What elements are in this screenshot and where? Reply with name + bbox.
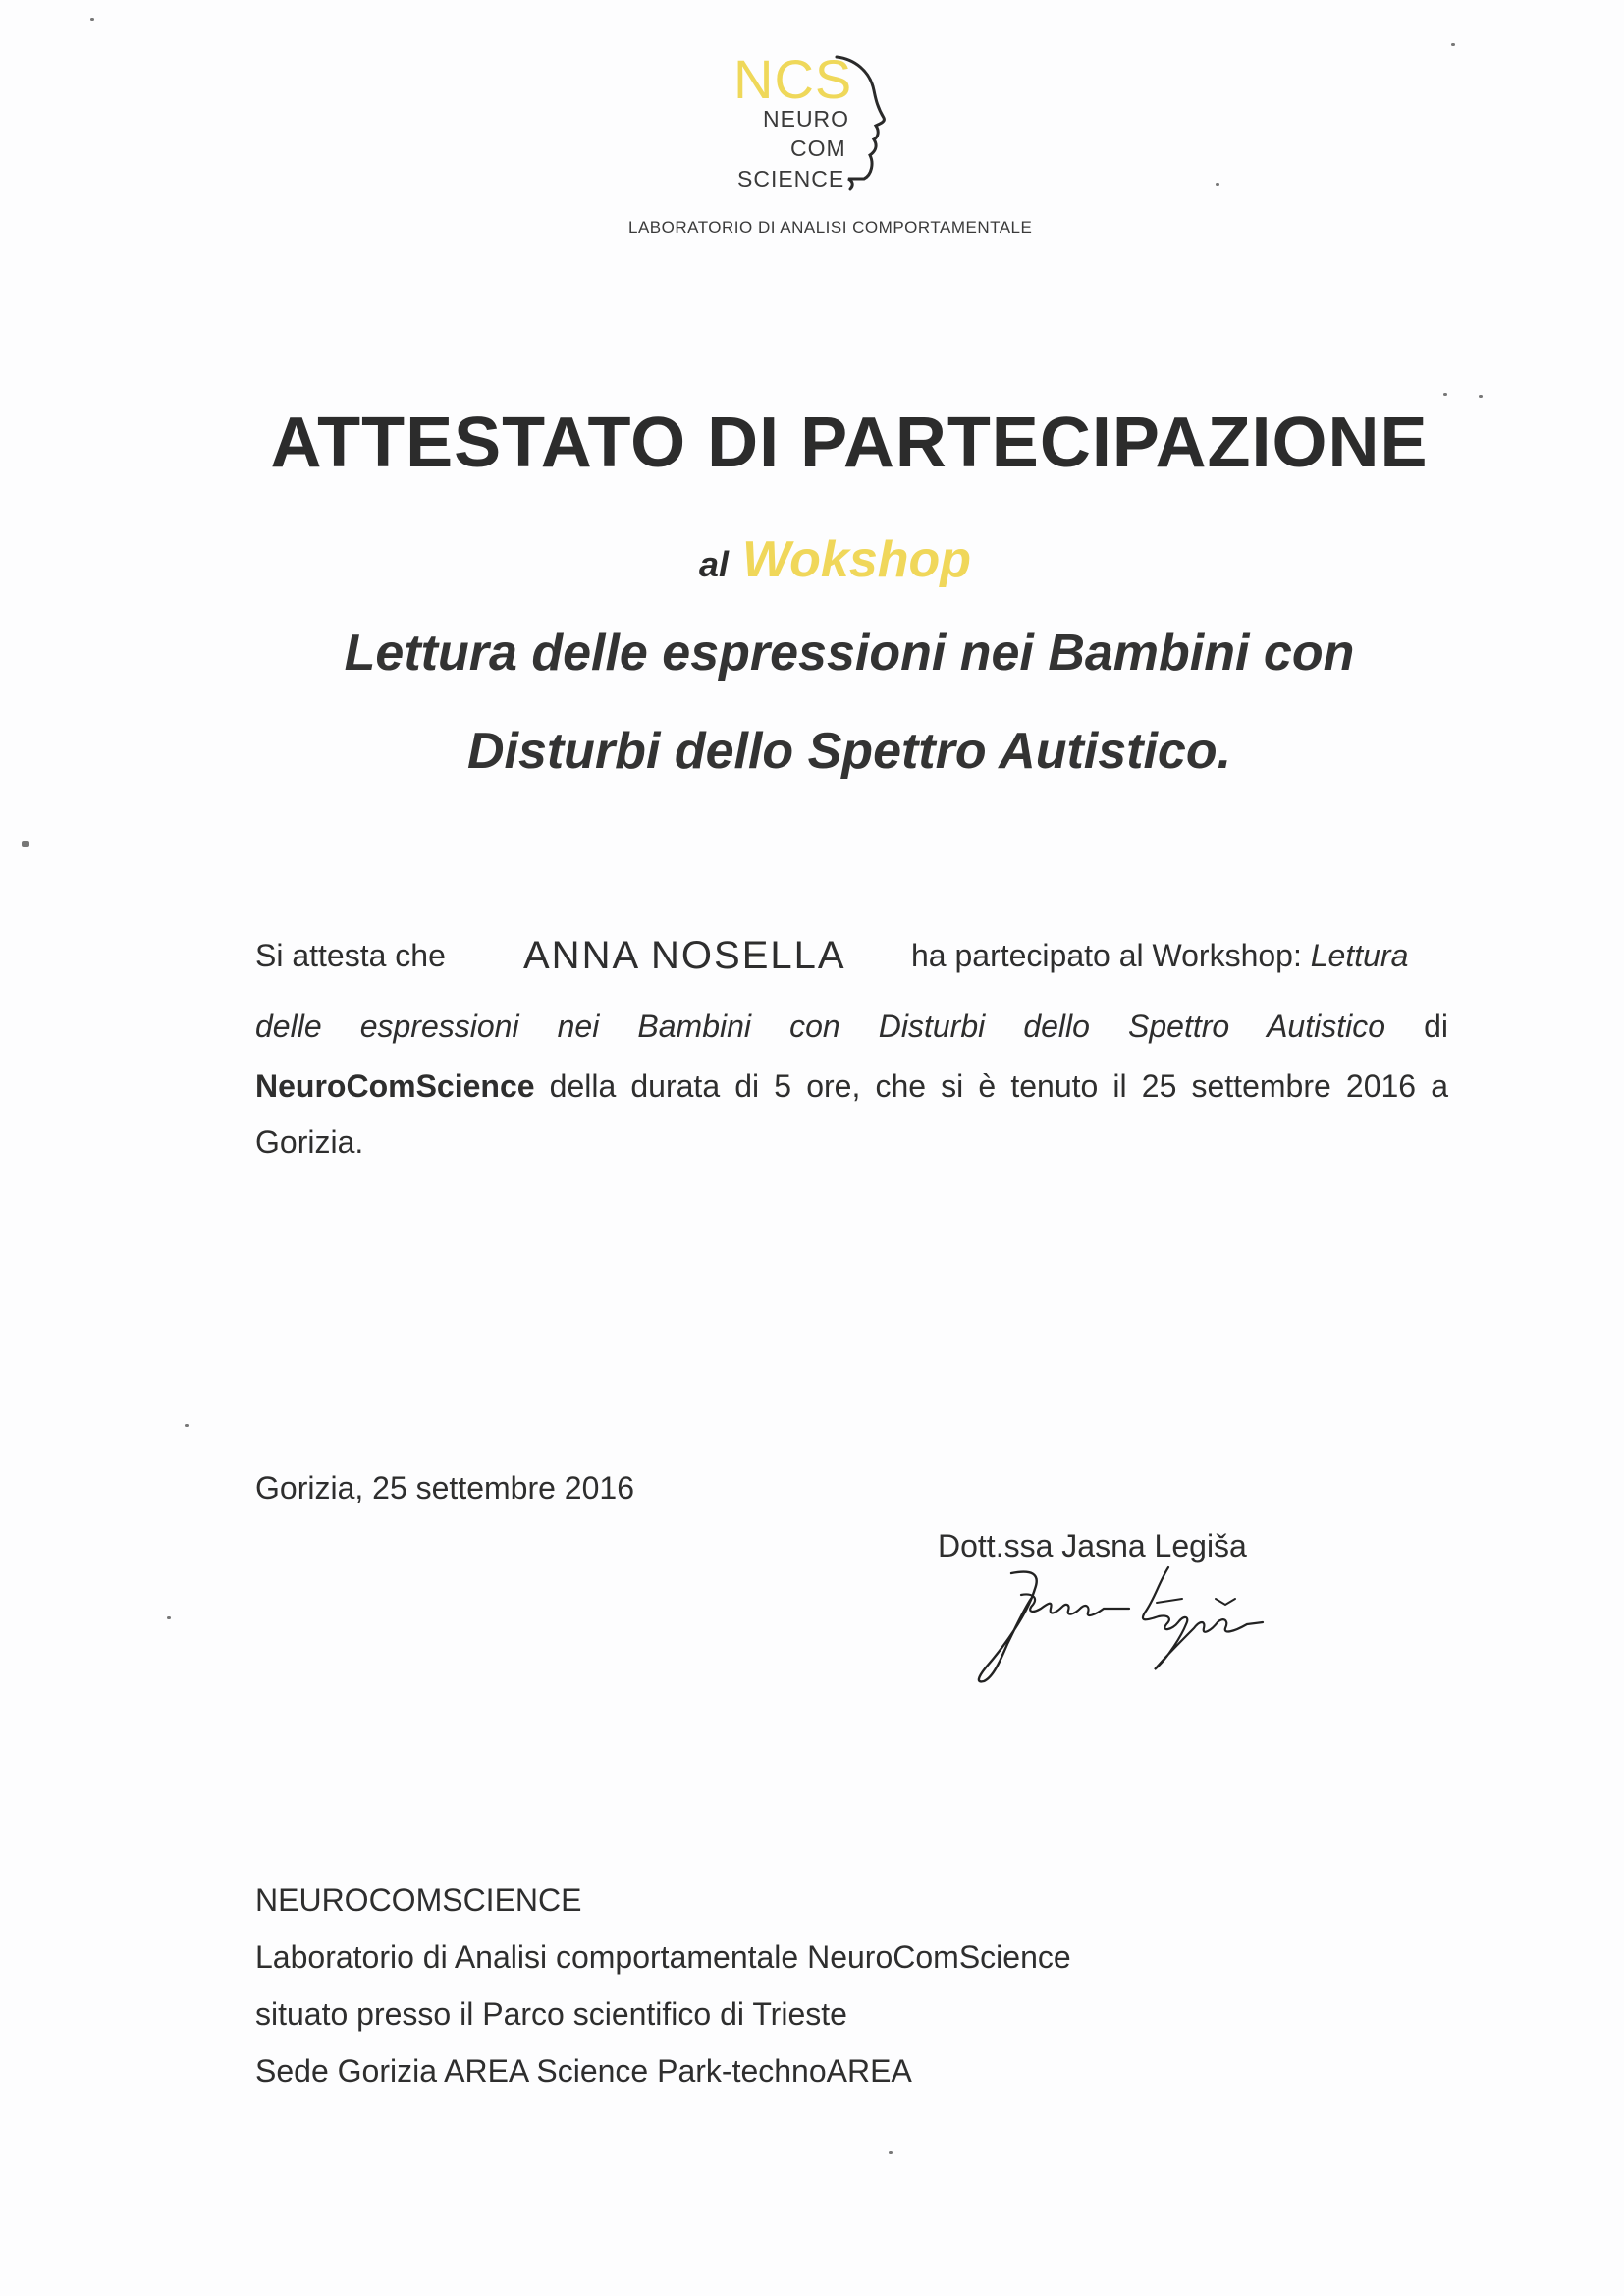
scan-speck [1451, 43, 1455, 46]
workshop-title-line-2: Disturbi dello Spettro Autistico. [466, 723, 1232, 780]
event-prefix: al [699, 544, 730, 584]
scan-speck [1479, 395, 1483, 398]
attestation-intro: Si attesta che [255, 938, 446, 973]
logo-line-neuro: NEURO [763, 106, 850, 132]
scan-speck [1216, 183, 1219, 186]
workshop-name-start: Lettura [1310, 938, 1409, 973]
workshop-details: della durata di 5 ore, che si è tenuto il 25 settembre 2016 a [549, 1068, 1449, 1104]
ncs-logo [722, 47, 918, 204]
scan-speck [22, 841, 29, 847]
organizer-name: NeuroComScience [255, 1068, 535, 1104]
handwritten-signature [972, 1559, 1267, 1687]
event-type-line [699, 530, 971, 589]
scan-speck [167, 1616, 171, 1619]
attestation-line-2 [255, 1009, 1448, 1045]
signer-name: Dott.ssa Jasna Legiša [938, 1528, 1247, 1563]
attestation-line-1 [255, 934, 1448, 977]
of-text: di [1424, 1009, 1449, 1044]
scan-speck [889, 2151, 893, 2154]
logo-acronym: NCS [733, 48, 853, 110]
scan-speck [90, 18, 94, 21]
workshop-title-line-1: Lettura delle espressioni nei Bambini con [344, 625, 1355, 682]
scan-speck [185, 1424, 189, 1427]
workshop-name-rest: delle espressioni nei Bambini con Disturbi dello Spettro Autistico [255, 1009, 1386, 1044]
logo-subtitle: LABORATORIO DI ANALISI COMPORTAMENTALE [628, 218, 1033, 237]
logo-line-com: COM [790, 136, 846, 161]
participated-text: ha partecipato al Workshop: [911, 938, 1302, 973]
head-profile-icon [835, 53, 893, 200]
footer-organization: NEUROCOMSCIENCE [255, 1883, 582, 1918]
footer-address: Sede Gorizia AREA Science Park-technoAREA [255, 2053, 912, 2089]
event-type: Wokshop [742, 531, 972, 588]
logo-line-science: SCIENCE [737, 166, 845, 191]
certificate-title: ATTESTATO DI PARTECIPAZIONE [270, 404, 1429, 482]
attestation-participated [911, 938, 1408, 974]
footer-location: situato presso il Parco scientifico di Trieste [255, 1996, 847, 2032]
issue-date: Gorizia, 25 settembre 2016 [255, 1470, 634, 1505]
attestation-place: Gorizia. [255, 1124, 364, 1160]
footer-lab-name: Laboratorio di Analisi comportamentale NeuroComScience [255, 1940, 1071, 1975]
scan-speck [1443, 393, 1447, 396]
participant-name: ANNA NOSELLA [523, 934, 846, 977]
attestation-line-3 [255, 1068, 1448, 1105]
